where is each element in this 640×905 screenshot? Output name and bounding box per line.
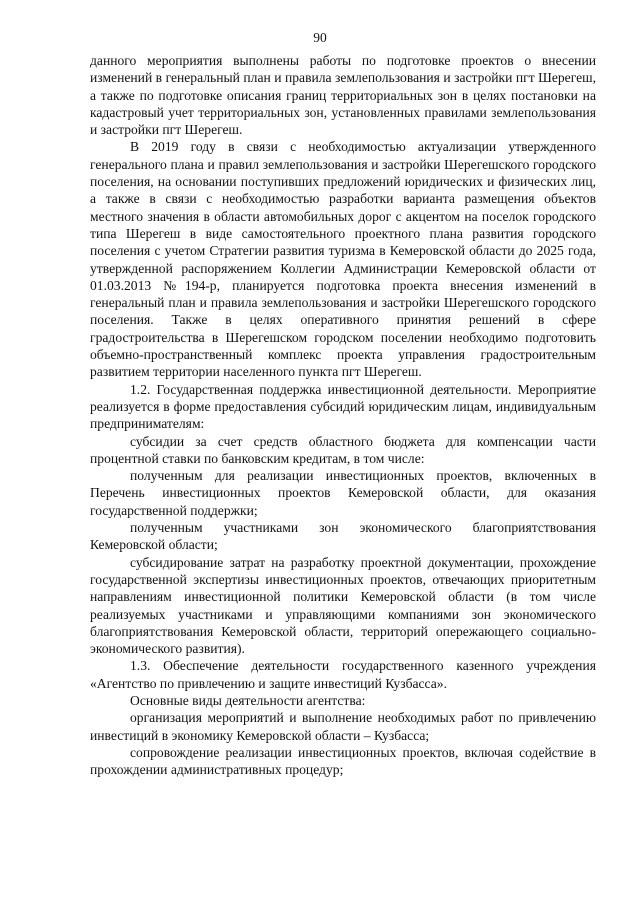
paragraph: полученным участниками зон экономического благоприятствования Кемеровской области;: [90, 520, 596, 553]
page-number: 90: [313, 30, 327, 45]
paragraph: организация мероприятий и выполнение необходимых работ по привлечению инвестиций в экономику Кемеровской области – Кузбасса;: [90, 710, 596, 743]
paragraph: данного мероприятия выполнены работы по подготовке проектов о внесении изменений в генеральный план и правила землепользования и застройки пгт Шерегеш, а также по подготовке описания границ территориальных зон в целях постановки на кадастровый учет территориальных зон, установленных правилами землепользования и застройки пгт Шерегеш.: [90, 53, 596, 138]
paragraph: 1.2. Государственная поддержка инвестиционной деятельности. Мероприятие реализуется в форме предоставления субсидий юридическим лицам, индивидуальным предпринимателям:: [90, 381, 596, 432]
paragraph: субсидии за счет средств областного бюджета для компенсации части процентной ставки по банковским кредитам, в том числе:: [90, 433, 596, 466]
paragraph: В 2019 году в связи с необходимостью актуализации утвержденного генерального плана и правил землепользования и застройки Шерегешского городского поселения, на основании поступивших предложений юридических и физических лиц, а также в связи с необходимостью разработки варианта размещения объектов местного значения в области автомобильных дорог с акцентом на поселок городского типа Шерегеш в виде самостоятельного проектного плана развития городского поселения с учетом Стратегии развития туризма в Кемеровской области до 2025 года, утвержденной распоряжением Коллегии Администрации Кемеровской области от 01.03.2013 №194-р, планируется подготовка проекта внесения изменений в генеральный план и правила землепользования и застройки Шерегешского городского поселения. Также в целях оперативного принятия решений в сфере градостроительства в Шерегешском городском поселении необходимо подготовить объемно-пространственный комплекс проекта управления градостроительным развитием территории населенного пункта пгт Шерегеш.: [90, 139, 596, 380]
paragraph: полученным для реализации инвестиционных проектов, включенных в Перечень инвестиционных проектов Кемеровской области, для оказания государственной поддержки;: [90, 468, 596, 518]
paragraph: Основные виды деятельности агентства:: [130, 692, 366, 708]
paragraph: сопровождение реализации инвестиционных проектов, включая содействие в прохождении административных процедур;: [90, 744, 596, 778]
body-text: [90, 52, 596, 778]
paragraph: субсидирование затрат на разработку проектной документации, прохождение государственной экспертизы инвестиционных проектов, отвечающих приоритетным направлениям инвестиционной политики Кемеровской области (в том числе реализуемых участниками и управляющими компаниями зон экономического благоприятствования Кемеровской области, территорий опережающего социально-экономического развития).: [90, 554, 596, 657]
paragraph: 1.3. Обеспечение деятельности государственного казенного учреждения «Агентство по привлечению и защите инвестиций Кузбасса».: [90, 658, 596, 691]
